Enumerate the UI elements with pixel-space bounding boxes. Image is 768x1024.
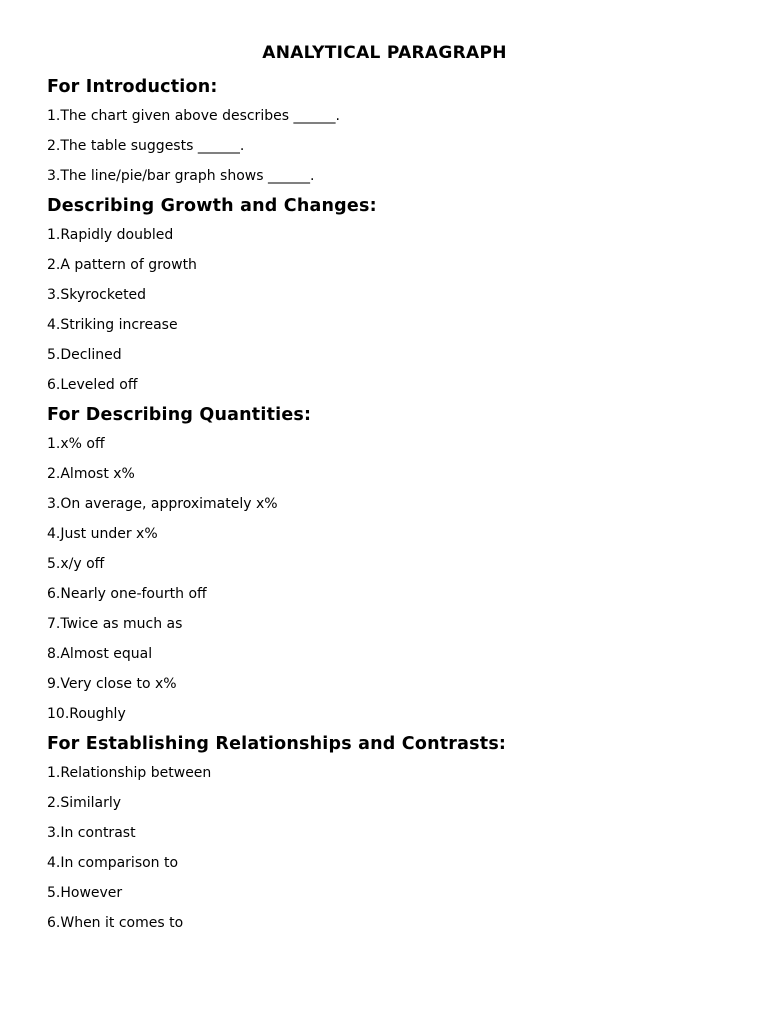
list-item: 3.On average, approximately x% xyxy=(47,496,278,512)
section-1 xyxy=(47,76,722,185)
section-heading: For Establishing Relationships and Contrasts: xyxy=(47,734,507,754)
list-item: 2.Almost x% xyxy=(47,466,135,482)
list-item: 8.Almost equal xyxy=(47,646,153,662)
list-item: 6.Nearly one-fourth off xyxy=(47,586,207,602)
list-item: 9.Very close to x% xyxy=(47,676,177,692)
list-item: 10.Roughly xyxy=(47,706,126,722)
section-item-list xyxy=(47,108,722,185)
section-item-list xyxy=(47,227,722,394)
document-title: ANALYTICAL PARAGRAPH xyxy=(262,43,507,63)
list-item: 2.The table suggests ______. xyxy=(47,138,245,154)
list-item: 7.Twice as much as xyxy=(47,616,183,632)
section-heading: For Introduction: xyxy=(47,77,218,97)
section-heading: Describing Growth and Changes: xyxy=(47,196,377,216)
list-item: 4.Just under x% xyxy=(47,526,158,542)
list-item: 2.A pattern of growth xyxy=(47,257,197,273)
list-item: 6.Leveled off xyxy=(47,377,138,393)
section-2 xyxy=(47,195,722,394)
list-item: 1.Relationship between xyxy=(47,765,212,781)
list-item: 6.When it comes to xyxy=(47,915,184,931)
list-item: 3.The line/pie/bar graph shows ______. xyxy=(47,168,315,184)
list-item: 4.Striking increase xyxy=(47,317,178,333)
list-item: 5.Declined xyxy=(47,347,122,363)
list-item: 5.x/y off xyxy=(47,556,105,572)
list-item: 1.Rapidly doubled xyxy=(47,227,174,243)
section-3 xyxy=(47,404,722,723)
list-item: 1.x% off xyxy=(47,436,105,452)
section-heading: For Describing Quantities: xyxy=(47,405,312,425)
list-item: 5.However xyxy=(47,885,123,901)
list-item: 2.Similarly xyxy=(47,795,122,811)
section-4 xyxy=(47,733,722,932)
section-item-list xyxy=(47,436,722,723)
section-item-list xyxy=(47,765,722,932)
list-item: 3.Skyrocketed xyxy=(47,287,147,303)
list-item: 1.The chart given above describes ______. xyxy=(47,108,340,124)
sections-container xyxy=(47,76,722,932)
list-item: 4.In comparison to xyxy=(47,855,179,871)
list-item: 3.In contrast xyxy=(47,825,136,841)
